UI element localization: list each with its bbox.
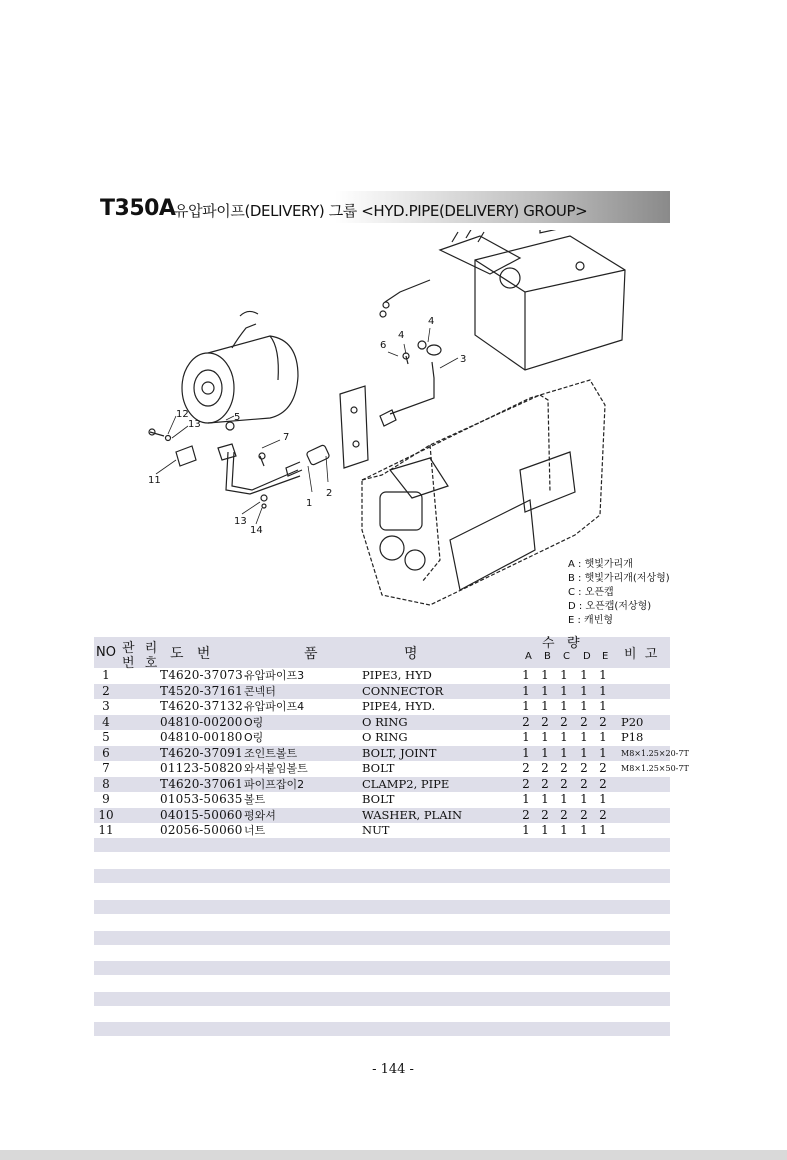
- item-number: 5: [102, 730, 110, 744]
- part-name-korean: 콘넥터: [244, 684, 276, 698]
- quantity-cell: 2: [560, 807, 568, 822]
- empty-row-band: [94, 1022, 670, 1036]
- quantity-cell: 1: [522, 792, 530, 806]
- table-row: [94, 730, 670, 746]
- part-name-korean: 유압파이프3: [244, 669, 305, 682]
- quantity-cell: 1: [599, 823, 607, 837]
- scan-edge-strip: [0, 1150, 787, 1160]
- header-qty-a: A: [525, 651, 532, 662]
- transmission-case-details: [380, 452, 575, 590]
- empty-row-band: [94, 931, 670, 945]
- item-number: 9: [102, 792, 110, 806]
- callout-label: 3: [460, 354, 467, 365]
- quantity-cell: 1: [541, 792, 549, 806]
- quantity-cell: 1: [599, 668, 607, 682]
- quantity-cell: 1: [541, 683, 549, 698]
- table-row: [94, 823, 670, 839]
- quantity-cell: 2: [580, 761, 588, 775]
- part-number: 01123-50820: [160, 761, 243, 775]
- part-name-english: NUT: [362, 823, 390, 837]
- quantity-cell: 1: [541, 745, 549, 760]
- part-number: 02056-50060: [160, 823, 243, 837]
- quantity-cell: 2: [580, 714, 588, 729]
- quantity-cell: 2: [522, 714, 530, 729]
- quantity-cell: 1: [580, 745, 588, 760]
- quantity-cell: 1: [560, 668, 568, 682]
- item-number: 7: [102, 761, 110, 775]
- part-number: T4620-37073: [160, 668, 243, 682]
- quantity-cell: 1: [560, 823, 568, 837]
- header-no: NO: [96, 645, 116, 660]
- quantity-cell: 2: [541, 761, 549, 775]
- empty-row-band: [94, 992, 670, 1006]
- table-row: [94, 699, 670, 715]
- header-qty-d: D: [583, 651, 591, 662]
- pipe-4: [218, 444, 300, 494]
- part-number: 04015-50060: [160, 807, 243, 822]
- quantity-cell: 1: [599, 699, 607, 713]
- quantity-cell: 1: [560, 683, 568, 698]
- quantity-cell: 1: [599, 683, 607, 698]
- quantity-cell: 1: [580, 730, 588, 744]
- quantity-cell: 1: [580, 792, 588, 806]
- quantity-cell: 2: [580, 776, 588, 791]
- quantity-cell: 1: [580, 823, 588, 837]
- quantity-cell: 1: [560, 792, 568, 806]
- empty-row-band: [94, 869, 670, 883]
- header-name-left: 품: [304, 646, 318, 662]
- part-name-korean: 평와셔: [244, 808, 276, 822]
- quantity-cell: 1: [560, 730, 568, 744]
- quantity-cell: 1: [560, 699, 568, 713]
- part-number: T4520-37161: [160, 683, 243, 698]
- parts-table-header: [94, 636, 670, 671]
- item-number: 2: [102, 683, 110, 698]
- quantity-cell: 1: [580, 668, 588, 682]
- quantity-cell: 1: [580, 699, 588, 713]
- quantity-cell: 1: [541, 699, 549, 713]
- part-name-english: O RING: [362, 714, 408, 729]
- quantity-cell: 2: [599, 807, 607, 822]
- model-code: T350A: [100, 196, 176, 221]
- callout-label: 7: [283, 432, 290, 443]
- quantity-cell: 2: [599, 776, 607, 791]
- model-legend: [568, 558, 670, 628]
- quantity-cell: 1: [541, 730, 549, 744]
- legend-item: E : 캐빈형: [568, 615, 614, 626]
- quantity-cell: 1: [560, 745, 568, 760]
- item-number: 8: [102, 776, 110, 791]
- transmission-housing-upper: [380, 230, 625, 370]
- part-number: T4620-37061: [160, 776, 243, 791]
- callout-labels: [148, 316, 466, 536]
- quantity-cell: 1: [599, 730, 607, 744]
- part-name-korean: 볼트: [244, 793, 266, 806]
- remarks-cell: P20: [621, 714, 644, 729]
- quantity-cell: 1: [522, 699, 530, 713]
- part-name-english: CLAMP2, PIPE: [362, 776, 450, 791]
- quantity-cell: 2: [541, 776, 549, 791]
- quantity-cell: 2: [522, 761, 530, 775]
- table-row: [94, 715, 670, 731]
- item-number: 10: [98, 807, 114, 822]
- pipe-3: [380, 345, 441, 426]
- part-name-english: CONNECTOR: [362, 683, 444, 698]
- callout-label: 4: [428, 316, 435, 327]
- part-name-english: PIPE4, HYD.: [362, 699, 436, 713]
- remarks-cell: M8×1.25×20-7T: [621, 748, 689, 758]
- part-name-korean: 와셔붙임볼트: [244, 762, 308, 775]
- part-name-korean: O링: [244, 715, 264, 729]
- connector: [286, 444, 330, 476]
- header-name-right: 명: [404, 646, 418, 662]
- part-name-korean: O링: [244, 731, 264, 744]
- callout-label: 6: [380, 340, 387, 351]
- item-number: 6: [102, 745, 110, 760]
- part-name-english: BOLT: [362, 761, 395, 775]
- header-quantity: 수 량: [542, 636, 580, 651]
- callout-label: 13: [234, 516, 247, 527]
- page-title: 유압파이프(DELIVERY) 그룹 <HYD.PIPE(DELIVERY) GROUP>: [174, 202, 588, 220]
- item-number: 1: [102, 668, 110, 682]
- table-row: [94, 808, 670, 824]
- part-name-english: BOLT, JOINT: [362, 745, 437, 760]
- item-number: 11: [98, 823, 114, 837]
- quantity-cell: 1: [580, 683, 588, 698]
- header-qty-c: C: [563, 651, 570, 662]
- quantity-cell: 2: [560, 776, 568, 791]
- table-row: [94, 745, 689, 762]
- remarks-cell: M8×1.25×50-7T: [621, 764, 689, 773]
- quantity-cell: 1: [599, 745, 607, 760]
- quantity-cell: 2: [541, 714, 549, 729]
- part-name-korean: 너트: [244, 824, 266, 837]
- legend-item: A : 햇빛가리개: [568, 559, 633, 570]
- remarks-cell: P18: [621, 730, 644, 744]
- empty-row-band: [94, 900, 670, 914]
- quantity-cell: 2: [541, 807, 549, 822]
- quantity-cell: 2: [580, 807, 588, 822]
- quantity-cell: 1: [522, 683, 530, 698]
- callout-label: 1: [306, 498, 313, 509]
- quantity-cell: 1: [522, 730, 530, 744]
- callout-label: 5: [234, 412, 241, 423]
- part-number: T4620-37132: [160, 699, 243, 713]
- header-mgmt-top: 관 리: [122, 641, 161, 656]
- mounting-bracket: [340, 386, 368, 468]
- parts-table-body: [94, 668, 689, 839]
- header-qty-b: B: [544, 651, 551, 662]
- part-name-english: WASHER, PLAIN: [362, 807, 463, 822]
- part-number: 04810-00200: [160, 714, 243, 729]
- table-row: [94, 777, 670, 793]
- part-name-english: PIPE3, HYD: [362, 668, 432, 682]
- quantity-cell: 2: [599, 714, 607, 729]
- callout-label: 13: [188, 419, 201, 430]
- quantity-cell: 1: [541, 823, 549, 837]
- part-name-english: O RING: [362, 730, 408, 744]
- hydraulic-pump: [182, 311, 298, 423]
- quantity-cell: 2: [522, 807, 530, 822]
- part-number: 01053-50635: [160, 792, 243, 806]
- legend-item: C : 오픈캡: [568, 587, 614, 598]
- empty-row-band: [94, 838, 670, 852]
- header-qty-e: E: [602, 651, 609, 662]
- quantity-cell: 2: [560, 714, 568, 729]
- callout-label: 11: [148, 475, 161, 486]
- quantity-cell: 1: [522, 823, 530, 837]
- callout-label: 12: [176, 409, 189, 420]
- legend-item: D : 오픈캡(저상형): [568, 601, 652, 612]
- quantity-cell: 1: [541, 668, 549, 682]
- header-remarks: 비 고: [624, 647, 658, 662]
- part-name-korean: 조인트볼트: [244, 746, 298, 760]
- quantity-cell: 2: [560, 761, 568, 775]
- header-mgmt-bottom: 번 호: [122, 656, 161, 671]
- quantity-cell: 1: [599, 792, 607, 806]
- table-row: [94, 761, 689, 777]
- table-row: [94, 792, 670, 808]
- part-name-english: BOLT: [362, 792, 395, 806]
- callout-label: 14: [250, 525, 263, 536]
- part-number: 04810-00180: [160, 730, 243, 744]
- item-number: 3: [102, 699, 110, 713]
- table-row: [94, 684, 670, 700]
- part-name-korean: 유압파이프4: [244, 700, 305, 713]
- page-number: - 144 -: [372, 1062, 414, 1077]
- quantity-cell: 1: [522, 668, 530, 682]
- quantity-cell: 1: [522, 745, 530, 760]
- header-drawing-no: 도 번: [170, 646, 211, 662]
- table-row: [94, 668, 670, 684]
- callout-label: 2: [326, 488, 333, 499]
- empty-row-band: [94, 961, 670, 975]
- quantity-cell: 2: [522, 776, 530, 791]
- callout-label: 4: [398, 330, 405, 341]
- item-number: 4: [102, 714, 110, 729]
- quantity-cell: 2: [599, 761, 607, 775]
- part-number: T4620-37091: [160, 745, 243, 760]
- part-name-korean: 파이프잡이2: [244, 777, 305, 791]
- legend-item: B : 햇빛가리개(저상형): [568, 573, 670, 584]
